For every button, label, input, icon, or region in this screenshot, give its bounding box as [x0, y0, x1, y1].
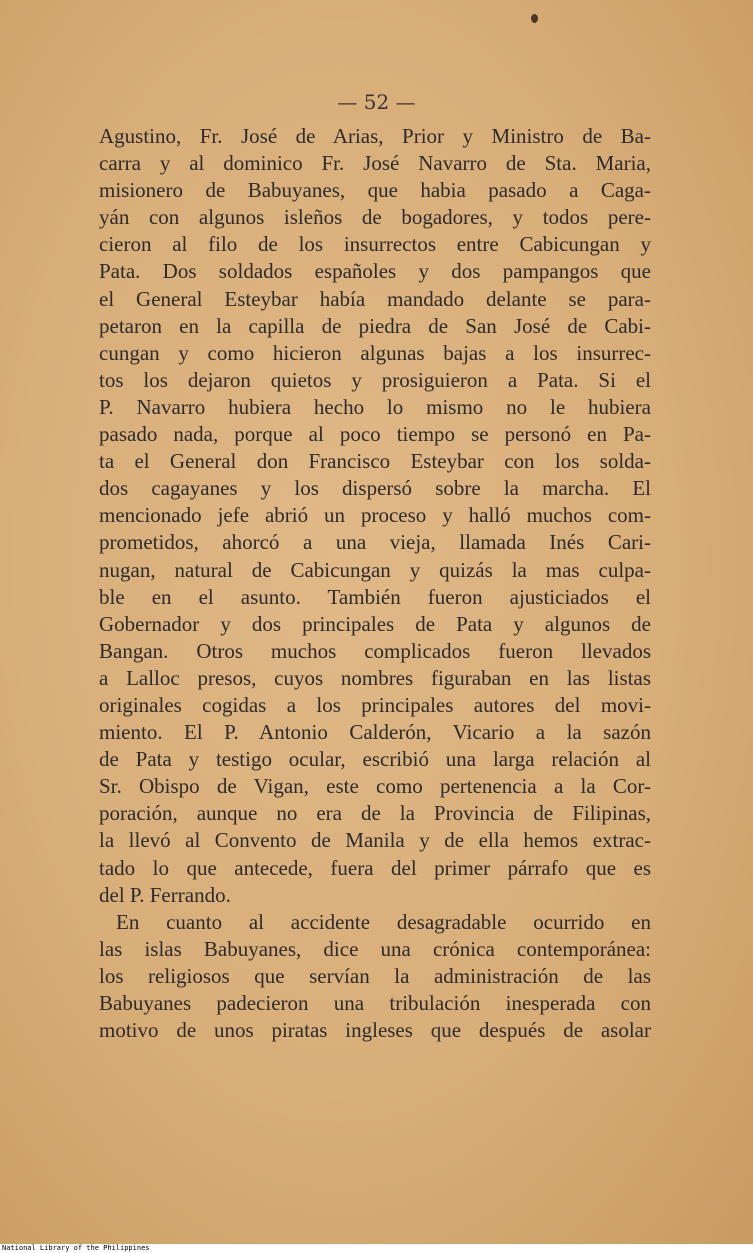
text-line: ta el General don Francisco Esteybar con los solda- [99, 449, 651, 474]
text-line: originales cogidas a los principales autores del movi- [99, 692, 651, 717]
text-line: del P. Ferrando. [99, 882, 231, 907]
text-line: ble en el asunto. También fueron ajusticiados el [99, 584, 651, 609]
text-line: Bangan. Otros muchos complicados fueron llevados [99, 638, 651, 663]
text-line: el General Esteybar había mandado delante se para- [99, 286, 651, 311]
text-line: En cuanto al accidente desagradable ocurrido en [116, 909, 651, 934]
text-line: la llevó al Convento de Manila y de ella hemos extrac- [99, 828, 651, 853]
text-line: los religiosos que servían la administración de las [99, 963, 651, 988]
text-line: carra y al dominico Fr. José Navarro de Sta. Maria, [99, 151, 651, 176]
text-line: tos los dejaron quietos y prosiguieron a Pata. Si el [99, 367, 651, 392]
text-line: yán con algunos isleños de bogadores, y todos pere- [99, 205, 651, 230]
text-line: Babuyanes padecieron una tribulación inesperada con [99, 991, 651, 1015]
text-line: misionero de Babuyanes, que habia pasado a Caga- [99, 178, 651, 203]
page-number: — 52 — [337, 90, 416, 114]
text-line: tado lo que antecede, fuera del primer párrafo que es [99, 855, 651, 880]
ink-speck [531, 14, 538, 23]
text-line: motivo de unos piratas ingleses que después de asolar [99, 1018, 651, 1043]
text-line: de Pata y testigo ocular, escribió una larga relación al [99, 747, 651, 772]
text-line: a Lalloc presos, cuyos nombres figuraban en las listas [99, 665, 651, 690]
library-credit: National Library of the Philippines [2, 1244, 150, 1252]
text-line: Pata. Dos soldados españoles y dos pampangos que [99, 259, 651, 284]
text-line: Sr. Obispo de Vigan, este como pertenencia a la Cor- [99, 774, 651, 799]
text-line: petaron en la capilla de piedra de San José de Cabi- [99, 313, 651, 338]
text-line: dos cagayanes y los dispersó sobre la marcha. El [99, 476, 651, 501]
text-line: cungan y como hicieron algunas bajas a los insurrec- [99, 340, 651, 365]
text-line: nugan, natural de Cabicungan y quizás la mas culpa- [99, 557, 651, 582]
text-line: Gobernador y dos principales de Pata y algunos de [99, 611, 651, 636]
text-line: Agustino, Fr. José de Arias, Prior y Ministro de Ba- [99, 124, 651, 148]
text-line: mencionado jefe abrió un proceso y halló muchos com- [99, 503, 651, 528]
text-line: miento. El P. Antonio Calderón, Vicario a la sazón [99, 720, 651, 745]
text-line: las islas Babuyanes, dice una crónica contemporánea: [99, 936, 651, 961]
text-line: P. Navarro hubiera hecho lo mismo no le hubiera [99, 394, 651, 419]
text-line: pasado nada, porque al poco tiempo se personó en Pa- [99, 422, 651, 447]
text-line: prometidos, ahorcó a una vieja, llamada Inés Cari- [99, 530, 651, 555]
body-text [99, 123, 651, 1044]
text-line: cieron al filo de los insurrectos entre Cabicungan y [99, 232, 651, 257]
text-line: poración, aunque no era de la Provincia de Filipinas, [99, 801, 651, 826]
